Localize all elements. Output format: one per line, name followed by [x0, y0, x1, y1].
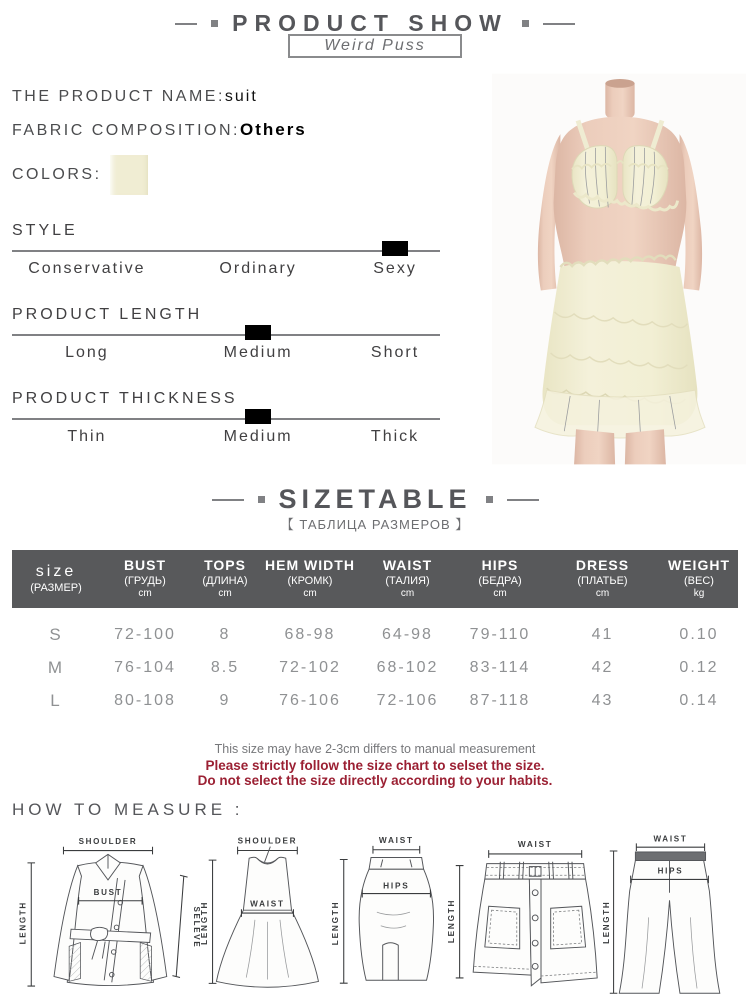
product-photo: [492, 72, 746, 466]
svg-text:HIPS: HIPS: [657, 866, 684, 876]
fabric-label: FABRIC COMPOSITION:: [12, 122, 240, 139]
svg-text:BUST: BUST: [93, 888, 123, 898]
svg-text:WAIST: WAIST: [653, 834, 688, 844]
option-label: Conservative: [28, 260, 146, 277]
selection-marker: [382, 241, 408, 256]
sizetable-subtitle: 【 ТАБЛИЦА РАЗМЕРОВ 】: [280, 517, 470, 532]
selection-marker: [245, 325, 271, 340]
table-row-s: S 72-100 8 68-98 64-98 79-110 41 0.10: [49, 624, 719, 644]
option-label: Medium: [223, 344, 293, 361]
column-header-weight: WEIGHT (ВЕС) kg: [668, 557, 730, 600]
fabric-value: Others: [239, 120, 307, 139]
option-label: Thick: [370, 428, 420, 445]
measure-diagram-dress: [201, 832, 331, 998]
svg-text:SELEVE: SELEVE: [192, 906, 202, 949]
attribute-title: PRODUCT THICKNESS: [12, 390, 238, 407]
measure-diagram-pants: [601, 832, 734, 998]
size-table-body: [12, 618, 738, 717]
product-name-value: suit: [224, 88, 258, 105]
note-measurement: This size may have 2-3cm differs to manual measurement: [214, 742, 536, 756]
square-decoration: [522, 20, 529, 27]
svg-text:SHOULDER: SHOULDER: [237, 836, 298, 846]
attribute-scale-line: [12, 418, 440, 420]
product-name-label: THE PRODUCT NAME:: [12, 88, 225, 105]
dash-decoration: [543, 23, 575, 25]
option-label: Ordinary: [219, 260, 297, 277]
svg-text:WAIST: WAIST: [378, 835, 414, 845]
column-header-bust: BUST (ГРУДЬ) cm: [123, 557, 167, 600]
column-header-dress: DRESS (ПЛАТЬЕ) cm: [575, 557, 630, 600]
attribute-title: PRODUCT LENGTH: [12, 306, 203, 323]
svg-text:LENGTH: LENGTH: [447, 898, 457, 944]
dash-decoration: [175, 23, 197, 25]
square-decoration: [211, 20, 218, 27]
column-header-waist: WAIST (ТАЛИЯ) cm: [382, 557, 433, 600]
table-row-m: M 76-104 8.5 72-102 68-102 83-114 42 0.12: [47, 657, 719, 677]
sizetable-header: [0, 484, 750, 515]
svg-text:HIPS: HIPS: [382, 881, 409, 891]
size-table-header: [12, 550, 738, 608]
column-header-hem-width: HEM WIDTH (КРОМК) cm: [265, 557, 355, 600]
square-decoration: [486, 496, 493, 503]
brand-box: [0, 34, 750, 58]
measure-diagram-pencil-skirt: [330, 832, 446, 998]
attribute-thickness: [12, 390, 440, 448]
svg-text:LENGTH: LENGTH: [330, 900, 340, 946]
measure-diagrams: [18, 832, 734, 998]
page-title: PRODUCT SHOW: [232, 10, 508, 36]
dash-decoration: [212, 499, 244, 501]
svg-text:WAIST: WAIST: [249, 899, 285, 909]
svg-text:LENGTH: LENGTH: [18, 901, 28, 945]
table-row-l: L 80-108 9 76-106 72-106 87-118 43 0.14: [50, 690, 719, 710]
size-notes: [0, 742, 750, 789]
option-label: Long: [65, 344, 109, 361]
product-name-row: [12, 88, 440, 106]
measure-diagram-mini-skirt: [448, 832, 603, 998]
dash-decoration: [507, 499, 539, 501]
mannequin-illustration: [492, 72, 746, 466]
attribute-title: STYLE: [12, 222, 78, 239]
svg-text:LENGTH: LENGTH: [601, 900, 611, 944]
svg-text:SHOULDER: SHOULDER: [78, 836, 138, 846]
svg-text:LENGTH: LENGTH: [199, 900, 209, 945]
page-header: [0, 10, 750, 37]
note-follow-chart: Please strictly follow the size chart to selset the size.: [205, 758, 545, 773]
attribute-length: [12, 306, 440, 364]
sizetable-title: SIZETABLE: [278, 484, 472, 514]
attribute-style: [12, 222, 440, 280]
size-table: [12, 550, 738, 717]
attribute-options: [12, 344, 440, 364]
column-header-hips: HIPS (БЕДРА) cm: [478, 557, 522, 600]
attribute-options: [12, 260, 440, 280]
brand-name: Weird Puss: [288, 34, 462, 58]
colors-label: COLORS:: [12, 166, 102, 183]
attribute-scale-line: [12, 334, 440, 336]
measure-diagram-jacket: [18, 832, 202, 998]
how-to-measure-title: HOW TO MEASURE :: [12, 800, 244, 819]
note-habits: Do not select the size directly according to your habits.: [197, 772, 553, 788]
option-label: Sexy: [373, 260, 417, 277]
column-header-tops: TOPS (ДЛИНА) cm: [202, 557, 248, 600]
column-header-size: size (РАЗМЕР): [30, 563, 82, 595]
attribute-scale-line: [12, 250, 440, 252]
color-swatch: [110, 155, 148, 195]
product-info: [12, 88, 440, 474]
fabric-row: [12, 120, 440, 140]
option-label: Thin: [67, 428, 107, 445]
square-decoration: [258, 496, 265, 503]
svg-text:WAIST: WAIST: [518, 840, 553, 850]
attribute-options: [12, 428, 440, 448]
option-label: Medium: [223, 428, 293, 445]
colors-row: [12, 154, 440, 196]
selection-marker: [245, 409, 271, 424]
option-label: Short: [370, 344, 420, 361]
